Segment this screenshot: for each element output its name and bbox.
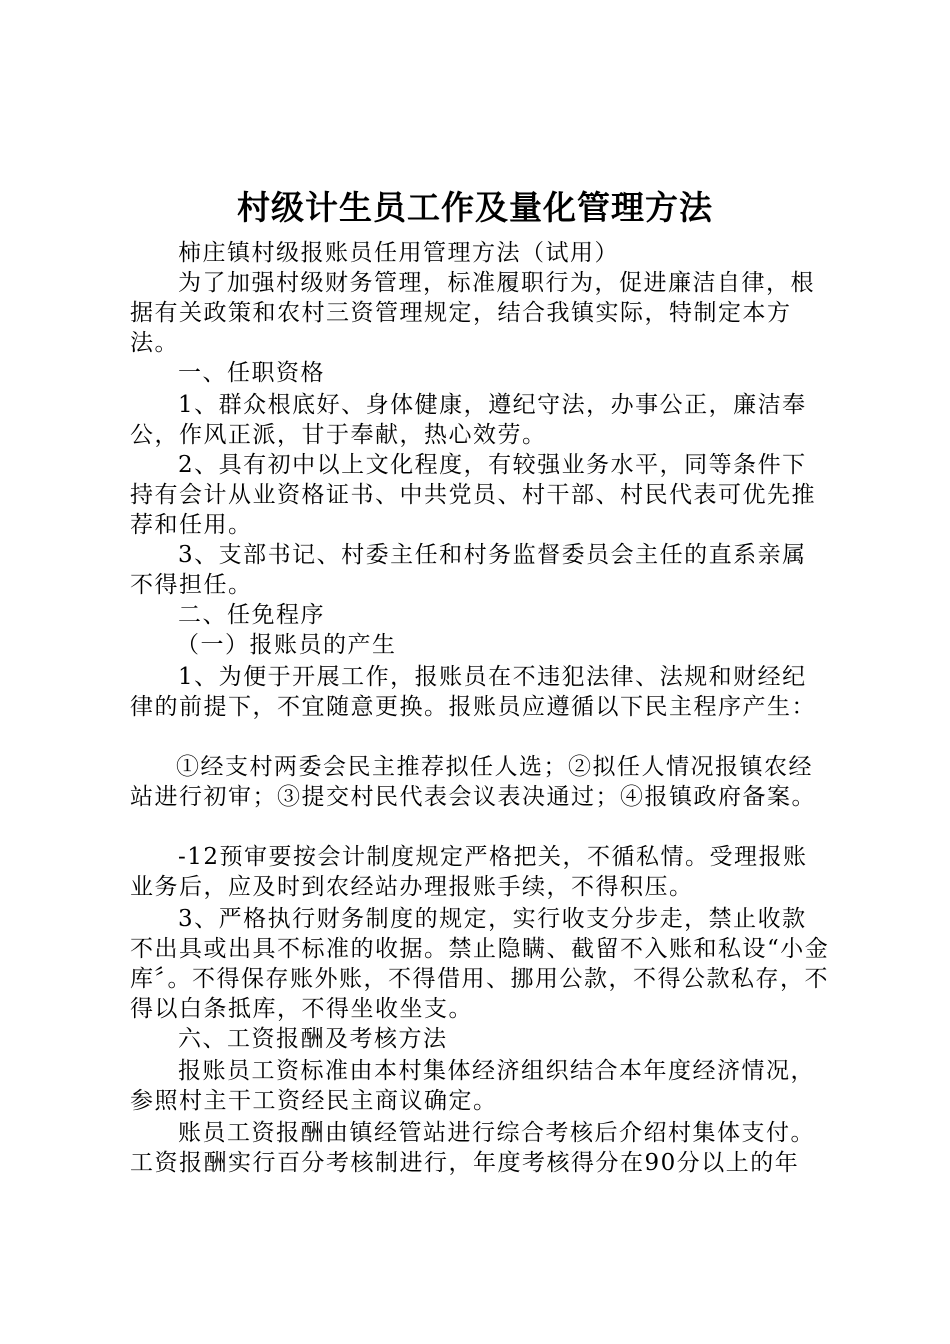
section-heading-appointment: 二、任免程序 (178, 602, 325, 628)
paragraph-salary-assessment: 账员工资报酬由镇经管站进行综合考核后介绍村集体支付。工资报酬实行百分考核制进行，年度考核得分在90分以上的年 (130, 1120, 815, 1176)
paragraph-finance-rules: 3、严格执行财务制度的规定，实行收支分步走，禁止收款不出具或出具不标准的收据。禁止隐瞒、截留不入账和私设“小金库〞。不得保存账外账，不得借用、挪用公款，不得公款私存，不得以白条抵库，不得坐收坐支。 (130, 906, 830, 1022)
paragraph-procedure-steps: ①经支村两委会民主推荐拟任人选；②拟任人情况报镇农经站进行初审；③提交村民代表会议表决通过；④报镇政府备案。 (130, 754, 816, 810)
paragraph-qualification-2: 2、具有初中以上文化程度，有较强业务水平，同等条件下持有会计从业资格证书、中共党员、村干部、村民代表可优先推荐和任用。 (130, 452, 816, 538)
paragraph-pre-review: -12预审要按会计制度规定严格把关，不循私情。受理报账业务后，应及时到农经站办理报账手续，不得积压。 (130, 844, 808, 900)
section-heading-salary: 六、工资报酬及考核方法 (178, 1026, 448, 1052)
paragraph-procedure-1: 1、为便于开展工作，报账员在不违犯法律、法规和财经纪律的前提下，不宜随意更换。报账员应遵循以下民主程序产生： (130, 664, 816, 720)
section-heading-qualifications: 一、任职资格 (178, 360, 325, 386)
document-title: 村级计生员工作及量化管理方法 (237, 188, 713, 227)
paragraph-qualification-3: 3、支部书记、村委主任和村务监督委员会主任的直系亲属不得担任。 (130, 542, 807, 598)
paragraph-subtitle: 柿庄镇村级报账员任用管理方法（试用） (178, 240, 619, 266)
paragraph-intro: 为了加强村级财务管理，标准履职行为，促进廉洁自律，根据有关政策和农村三资管理规定，结合我镇实际，特制定本方法。 (130, 270, 815, 356)
paragraph-salary-standard: 报账员工资标准由本村集体经济组织结合本年度经济情况，参照村主干工资经民主商议确定。 (130, 1058, 815, 1114)
subsection-heading-selection: （一）报账员的产生 (176, 632, 397, 658)
paragraph-qualification-1: 1、群众根底好、身体健康，遵纪守法，办事公正，廉洁奉公，作风正派，甘于奉献，热心效劳。 (130, 392, 807, 448)
